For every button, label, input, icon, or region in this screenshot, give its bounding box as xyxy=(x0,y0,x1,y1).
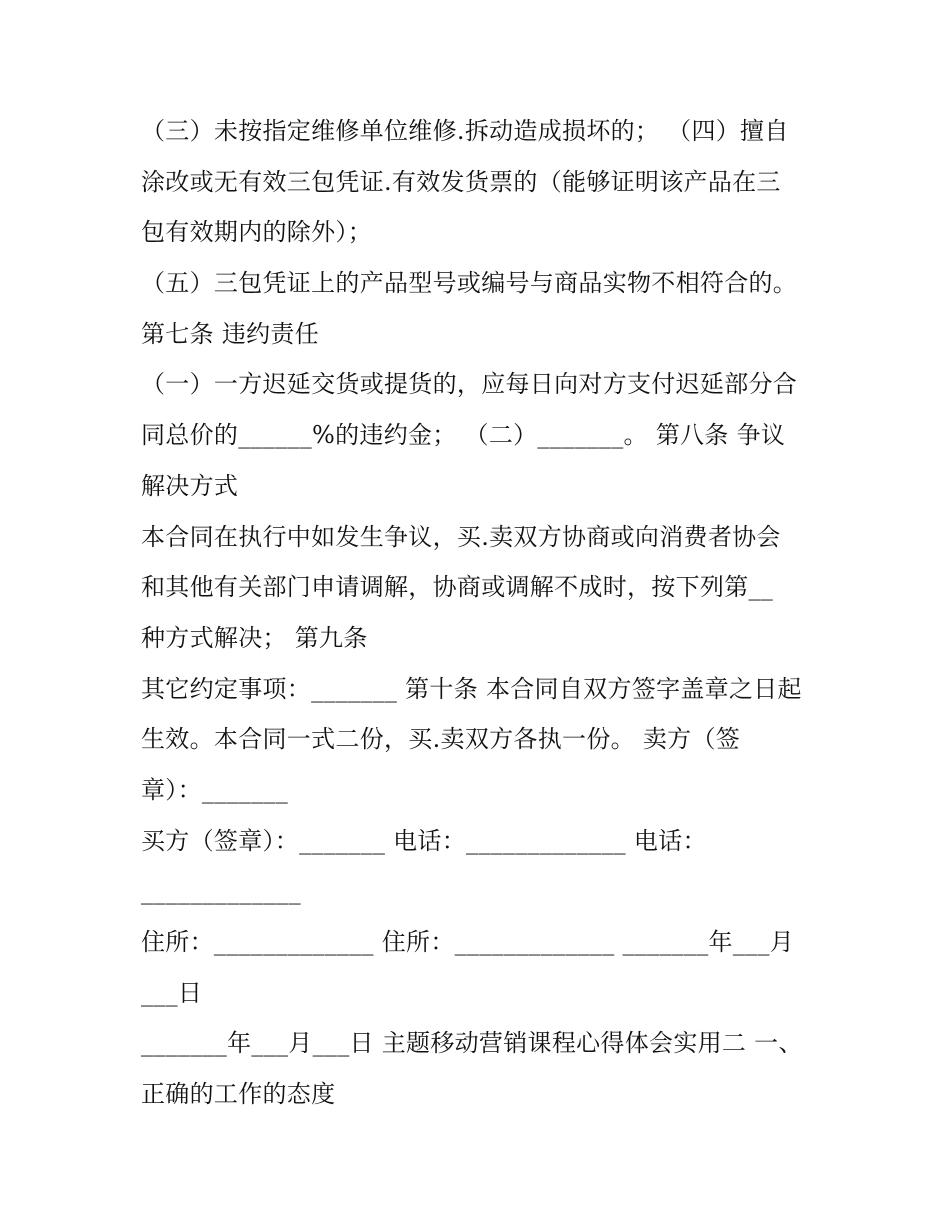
text-line: 其它约定事项：_______ 第十条 本合同自双方签字盖章之日起 xyxy=(141,674,802,703)
text-line: 本合同在执行中如发生争议，买.卖双方协商或向消费者协会 xyxy=(141,522,781,551)
text-line: 生效。本合同一式二份，买.卖双方各执一份。 卖方（签 xyxy=(141,725,741,754)
text-line: 和其他有关部门申请调解，协商或调解不成时，按下列第__ xyxy=(141,573,774,602)
text-line: 涂改或无有效三包凭证.有效发货票的（能够证明该产品在三 xyxy=(141,167,781,196)
text-line: （三）未按指定维修单位维修.拆动造成损坏的； （四）擅自 xyxy=(141,117,789,145)
address-line: 住所：_____________ 住所：_____________ _______年___月 xyxy=(141,928,795,956)
buyer-signature-line: 买方（签章）：_______ 电话：_____________ 电话： xyxy=(141,826,707,855)
text-line: 包有效期内的除外）； xyxy=(141,218,372,247)
text-line: 正确的工作的态度 xyxy=(141,1080,336,1109)
date-day-line: ___日 xyxy=(141,978,203,1007)
seller-signature-line: 章）：_______ xyxy=(141,775,288,804)
text-line: 同总价的______%的违约金； （二）_______。 第八条 争议 xyxy=(141,421,786,450)
text-line: （一）一方迟延交货或提货的，应每日向对方支付迟延部分合 xyxy=(141,370,798,399)
text-line: （五）三包凭证上的产品型号或编号与商品实物不相符合的。 xyxy=(141,269,798,298)
document-body xyxy=(141,106,821,1120)
phone-blank-line: _____________ xyxy=(141,877,301,906)
text-line: 解决方式 xyxy=(141,471,239,500)
text-line: 种方式解决； 第九条 xyxy=(141,623,368,652)
section-heading-article-7: 第七条 违约责任 xyxy=(141,319,320,348)
date-line: _______年___月___日 主题移动营销课程心得体会实用二 一、 xyxy=(141,1029,803,1058)
